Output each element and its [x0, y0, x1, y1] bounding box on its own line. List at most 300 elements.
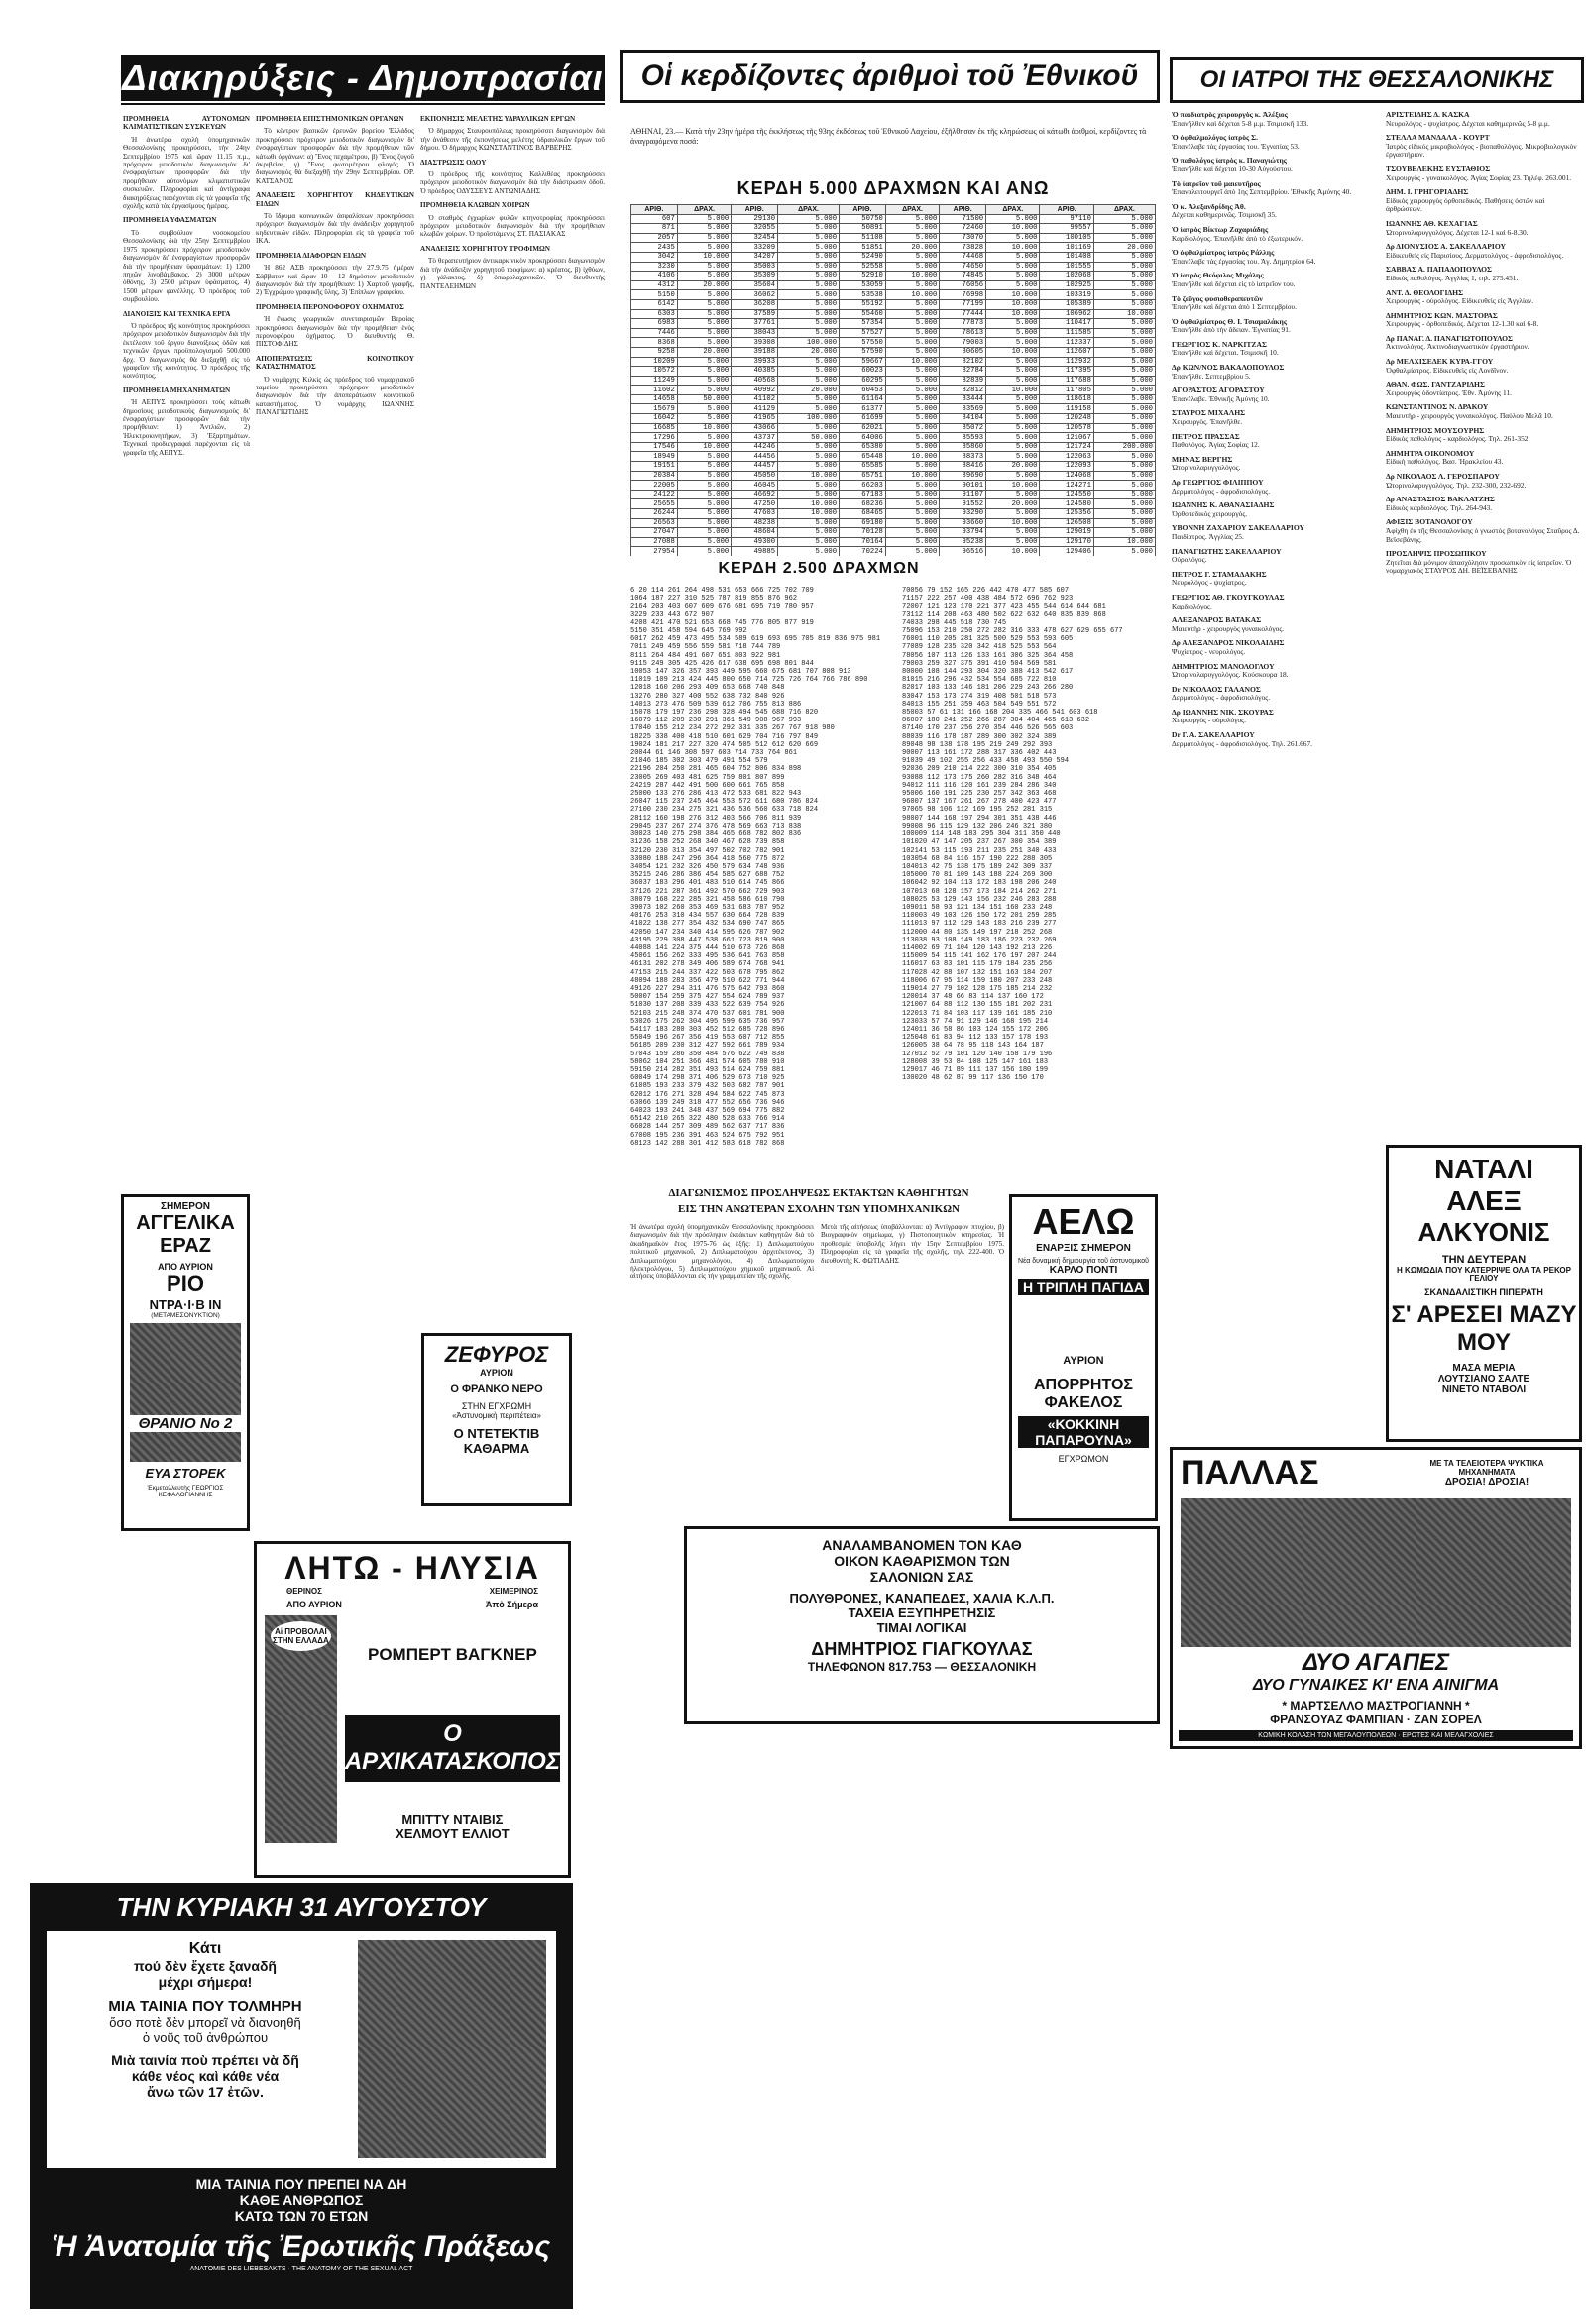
- ticket-number: 73070: [940, 233, 986, 243]
- doctor-details: Ὠτορινολαρυγγολόγος. Τηλ. 232-300, 232-692.: [1386, 480, 1527, 490]
- ticket-number: 17546: [631, 442, 678, 452]
- doctor-details: Εἰδικὴ παθολόγος. Βασ. Ἡρακλείου 43.: [1386, 457, 1504, 467]
- prize-amount: 5.000: [1093, 423, 1155, 433]
- ticket-number: 38043: [732, 328, 778, 338]
- ad-line: ΡΟΜΠΕΡΤ ΒΑΓΚΝΕΡ: [368, 1645, 537, 1664]
- notice-heading: ΠΡΟΜΗΘΕΙΑ ΔΙΑΦΟΡΩΝ ΕΙΔΩΝ: [256, 251, 367, 260]
- lottery-2500-line: 114002 69 71 104 120 143 192 213 226: [902, 943, 1053, 952]
- prize-amount: 5.000: [677, 490, 731, 499]
- lottery-2500-line: 90007 113 161 172 288 317 336 402 443: [902, 749, 1057, 758]
- lottery-row: [631, 394, 1156, 404]
- ticket-number: 117688: [1040, 376, 1093, 386]
- lottery-2500-line: 98007 144 168 197 294 301 351 438 446: [902, 814, 1057, 823]
- prize-amount: 5.000: [677, 299, 731, 309]
- prize-amount: 5.000: [677, 328, 731, 338]
- notice-heading: ΔΙΑΝΟΙΞΙΣ ΚΑΙ ΤΕΧΝΙΚΑ ΕΡΓΑ: [123, 309, 231, 318]
- doctor-name: ΔΗΜΗΤΡΙΟΣ ΜΟΥΣΟΥΡΗΣ: [1386, 425, 1485, 435]
- doctor-details: Εἰδικὸς παθολόγος. Ἀγγλίας 1, τηλ. 275.451.: [1386, 273, 1519, 282]
- doctor-name: ΑΓΟΡΑΣΤΟΣ ΑΓΟΡΑΣΤΟΥ: [1172, 386, 1265, 395]
- prize-amount: 5.000: [1093, 338, 1155, 348]
- lottery-2500-line: 58062 104 251 366 481 574 605 780 910: [630, 1057, 785, 1066]
- prize-amount: 5.000: [677, 481, 731, 491]
- ad-line: ΕΥΑ ΣΤΟΡΕΚ: [145, 1466, 226, 1481]
- lottery-row: [631, 490, 1156, 499]
- doctor-details: Ἐπανῆλθε καὶ δέχεται εἰς τὸ ἰατρεῖον του.: [1172, 278, 1296, 288]
- doctor-name: Τὸ ζεῦγος φυσιοθεραπευτῶν: [1172, 293, 1263, 303]
- ticket-number: 44457: [732, 462, 778, 472]
- prize-amount: 10.000: [1093, 537, 1155, 547]
- ticket-number: 35309: [732, 272, 778, 281]
- ticket-number: 101169: [1040, 243, 1093, 253]
- ticket-number: 91552: [940, 499, 986, 509]
- prize-amount: 5.000: [1093, 233, 1155, 243]
- prize-amount: 5.000: [677, 462, 731, 472]
- ticket-number: 77444: [940, 309, 986, 319]
- prize-amount: 5.000: [885, 233, 939, 243]
- prize-amount: 5.000: [1093, 252, 1155, 262]
- prize-amount: 5.000: [1093, 452, 1155, 462]
- doctor-listing: [1172, 594, 1380, 610]
- ticket-number: 19151: [631, 462, 678, 472]
- lottery-2500-line: 118006 67 95 114 159 180 207 233 248: [902, 976, 1053, 985]
- prize-amount: 5.000: [677, 537, 731, 547]
- prize-amount: 5.000: [885, 319, 939, 329]
- prize-amount: 5.000: [1093, 386, 1155, 395]
- ad-line: ΔΡΟΣΙΑ! ΔΡΟΣΙΑ!: [1444, 1477, 1529, 1488]
- ticket-number: 14658: [631, 394, 678, 404]
- ticket-number: 48238: [732, 518, 778, 528]
- lottery-row: [631, 471, 1156, 481]
- doctor-listing: [1172, 548, 1380, 565]
- doctor-listing: [1386, 166, 1582, 182]
- lottery-2500-line: 11019 109 213 424 445 800 650 714 725 726 764 766 786 890: [630, 676, 868, 685]
- doctor-name: Dr Γ. Α. ΣΑΚΕΛΛΑΡΙΟΥ: [1172, 730, 1255, 740]
- column-header: ΔΡΑΧ.: [986, 205, 1040, 215]
- ad-line: ΟΙΚΟΝ ΚΑΘΑΡΙΣΜΟΝ ΤΩΝ: [834, 1553, 1010, 1569]
- lottery-2500-line: 123033 57 74 91 129 146 168 195 214: [902, 1017, 1049, 1026]
- doctor-name: Ὁ ἰατρὸς Θεόφιλος Μιχάλης: [1172, 271, 1264, 280]
- lottery-2500-line: 119014 27 79 102 128 175 185 214 232: [902, 984, 1053, 993]
- lottery-2500-line: 61085 193 233 379 432 503 682 787 901: [630, 1082, 785, 1091]
- column-header: ΑΡΙΘ.: [631, 205, 678, 215]
- ticket-number: 64006: [840, 433, 886, 443]
- ticket-number: 120248: [1040, 414, 1093, 424]
- prize-amount: 5.000: [1093, 414, 1155, 424]
- prize-amount: 5.000: [986, 233, 1040, 243]
- lottery-2500-line: 21046 185 302 303 479 491 554 579: [630, 757, 768, 766]
- ticket-number: 112337: [1040, 338, 1093, 348]
- ticket-number: 18949: [631, 452, 678, 462]
- ticket-number: 69180: [840, 518, 886, 528]
- prize-amount: 5.000: [778, 394, 840, 404]
- prize-amount: 5.000: [677, 367, 731, 377]
- ticket-number: 77873: [940, 319, 986, 329]
- ticket-number: 77199: [940, 299, 986, 309]
- lottery-title-2500: ΚΕΡΔΗ 2.500 ΔΡΑΧΜΩΝ: [718, 560, 920, 577]
- ad-line: ΤΗΝ ΔΕΥΤΕΡΑΝ: [1441, 1254, 1527, 1266]
- ticket-number: 122093: [1040, 462, 1093, 472]
- prize-amount: 5.000: [986, 376, 1040, 386]
- ad-line: κάθε νέος καὶ κάθε νέα: [131, 2068, 280, 2084]
- ad-line: ΔΗΜΗΤΡΙΟΣ ΓΙΑΓΚΟΥΛΑΣ: [811, 1639, 1033, 1659]
- ticket-number: 8368: [631, 338, 678, 348]
- ticket-number: 100105: [1040, 233, 1093, 243]
- doctor-listing: [1172, 341, 1380, 358]
- ticket-number: 61164: [840, 394, 886, 404]
- lottery-row: [631, 452, 1156, 462]
- ticket-number: 48604: [732, 528, 778, 538]
- prize-amount: 10.000: [778, 509, 840, 519]
- doctor-name: ΓΕΩΡΓΙΟΣ ΑΘ. ΓΚΟΥΓΚΟΥΛΑΣ: [1172, 592, 1285, 602]
- prize-amount: 5.000: [1093, 280, 1155, 290]
- ticket-number: 17296: [631, 433, 678, 443]
- ticket-number: 53059: [840, 280, 886, 290]
- ad-line: ΚΑΤΩ ΤΩΝ 70 ΕΤΩΝ: [234, 2208, 369, 2224]
- lottery-2500-line: 15078 179 197 236 298 328 494 545 688 716 820: [630, 709, 819, 718]
- ad-badge: Αἱ ΠΡΟΒΟΛΑΙ ΣΤΗΝ ΕΛΛΑΔΑ: [271, 1621, 331, 1651]
- lottery-row: [631, 442, 1156, 452]
- prize-amount: 10.000: [885, 272, 939, 281]
- lottery-2500-line: 74033 298 445 518 730 745: [902, 618, 1007, 627]
- notice-body: Ὁ πρόεδρος τῆς κοινότητος Καλλιθέας προκηρύσσει πρόχειρον μειοδοτικὸν διαγωνισμὸν διὰ τὴν διάστρωσιν ὁδοῦ. Ὁ πρόεδρος ΟΔΥΣΣΕΥΣ ΑΝΤΩΝΙΑΔΗΣ: [420, 170, 605, 195]
- ad-line: ΜΠΙΤΤΥ ΝΤΑΙΒΙΣ: [401, 1812, 504, 1826]
- lottery-2500-line: 63066 139 249 318 477 552 656 736 946: [630, 1098, 785, 1107]
- ticket-number: 102068: [1040, 272, 1093, 281]
- ticket-number: 91107: [940, 490, 986, 499]
- prize-amount: 5.000: [1093, 376, 1155, 386]
- doctor-details: Δερματολόγος - ἀφροδισιολόγος. Τηλ. 261.667.: [1172, 738, 1313, 748]
- ticket-number: 93290: [940, 509, 986, 519]
- prize-amount: 5.000: [778, 481, 840, 491]
- lottery-2500-line: 97065 98 106 112 169 195 252 281 315: [902, 806, 1053, 815]
- doctor-listing: [1172, 295, 1380, 312]
- ticket-number: 26563: [631, 518, 678, 528]
- lottery-2500-line: 129017 46 71 89 111 137 156 180 199: [902, 1065, 1049, 1074]
- ticket-number: 73828: [940, 243, 986, 253]
- ad-line: Νέα δυναμική δημιουργία τοῦ ἀστυνομικοῦ: [1018, 1258, 1149, 1265]
- prize-amount: 5.000: [885, 442, 939, 452]
- lottery-2500-line: 80000 108 144 293 304 320 388 413 542 617: [902, 668, 1074, 677]
- ad-line: ΚΑΘΑΡΜΑ: [463, 1441, 530, 1456]
- ticket-number: 25655: [631, 499, 678, 509]
- prize-amount: 5.000: [885, 414, 939, 424]
- doctor-listing: [1386, 427, 1582, 444]
- notice-heading: ΑΝΑΔΕΙΞΙΣ ΧΟΡΗΓΗΤΟΥ ΚΗΔΕΥΤΙΚΩΝ ΕΙΔΩΝ: [256, 191, 414, 208]
- ticket-number: 97110: [1040, 214, 1093, 224]
- prize-amount: 10.000: [986, 290, 1040, 300]
- notice-body: Ἡ ΑΕΠΥΣ προκηρύσσει τοὺς κάτωθι δημοσίους μειοδοτικοὺς διαγωνισμοὺς δι' ἐνσφραγίστων προσφορῶν διὰ τὴν προμήθειαν: 1) Ἀντλιῶν, 2) Ἠλεκτροκινητήρων, 3) Ἐξαρτημάτων. Τεχνικαὶ προδιαγραφαὶ παρέχονται εἰς τὰ γραφεῖα τῆς ΑΕΠΥΣ.: [123, 398, 250, 457]
- prize-amount: 5.000: [885, 280, 939, 290]
- prize-amount: 20.000: [986, 499, 1040, 509]
- lottery-2500-line: 25000 133 276 286 413 472 533 681 822 943: [630, 790, 802, 799]
- prize-amount: 5.000: [986, 404, 1040, 414]
- prize-amount: 5.000: [1093, 367, 1155, 377]
- ticket-number: 51108: [840, 233, 886, 243]
- prize-amount: 5.000: [778, 280, 840, 290]
- doctor-name: Ὁ κ. Ἀλεξανδρίδης Ἀθ.: [1172, 201, 1246, 211]
- ticket-number: 32055: [732, 224, 778, 234]
- ticket-number: 124068: [1040, 471, 1093, 481]
- prize-amount: 5.000: [677, 233, 731, 243]
- ticket-number: 111585: [1040, 328, 1093, 338]
- lottery-2500-line: 32120 230 313 354 497 502 702 782 901: [630, 846, 785, 855]
- lottery-2500-line: 60049 174 298 371 406 529 673 710 925: [630, 1074, 785, 1083]
- ticket-number: 112607: [1040, 347, 1093, 357]
- lottery-2500-line: 112000 44 80 135 149 197 218 252 268: [902, 928, 1053, 937]
- lottery-2500-line: 73112 114 208 463 480 502 622 632 640 835 839 868: [902, 610, 1106, 619]
- lottery-2500-line: 44088 141 224 375 444 510 673 726 868: [630, 943, 785, 952]
- prize-amount: 5.000: [677, 309, 731, 319]
- ticket-number: 36062: [732, 290, 778, 300]
- ad-line: ΔΥΟ ΓΥΝΑΙΚΕΣ ΚΙ' ΕΝΑ ΑΙΝΙΓΜΑ: [1252, 1677, 1500, 1694]
- prize-amount: 5.000: [986, 338, 1040, 348]
- lottery-2500-line: 125048 61 83 94 112 133 157 178 193: [902, 1034, 1049, 1043]
- doctor-listing: [1172, 433, 1380, 450]
- prize-amount: 5.000: [778, 262, 840, 272]
- ticket-number: 78613: [940, 328, 986, 338]
- lottery-row: [631, 423, 1156, 433]
- lottery-2500-line: 46131 202 278 349 406 589 674 768 941: [630, 960, 785, 969]
- ticket-number: 40992: [732, 386, 778, 395]
- prize-amount: 10.000: [986, 386, 1040, 395]
- prize-amount: 5.000: [677, 499, 731, 509]
- ticket-number: 3230: [631, 262, 678, 272]
- lottery-row: [631, 499, 1156, 509]
- doctors-column-mid: [1172, 111, 1380, 1226]
- notice-body: Τὸ ἵδρυμα κοινωνικῶν ἀσφαλίσεων προκηρύσσει πρόχειρον διαγωνισμὸν διὰ τὴν ἀνάδειξιν χορηγητοῦ κηδευτικῶν εἰδῶν. Πληροφορίαι εἰς τὰ γραφεῖα τοῦ ΙΚΑ.: [256, 212, 414, 246]
- prize-amount: 10.000: [677, 252, 731, 262]
- lottery-2500-line: 62012 176 271 328 494 584 622 745 873: [630, 1090, 785, 1099]
- prize-amount: 5.000: [986, 433, 1040, 443]
- lottery-2500-line: 109011 58 93 121 134 151 160 233 248: [902, 903, 1053, 912]
- ticket-number: 103319: [1040, 290, 1093, 300]
- doctor-details: Ἐπανῆλθεν καὶ δέχεται 5-8 μ.μ. Τσιμισκῆ 133.: [1172, 118, 1309, 128]
- ticket-number: 49300: [732, 537, 778, 547]
- notice-heading: ΕΚΠΟΝΗΣΙΣ ΜΕΛΕΤΗΣ ΥΔΡΑΥΛΙΚΩΝ ΕΡΓΩΝ: [420, 115, 576, 123]
- doctor-details: Καρδιολόγος. Ἐπανῆλθε ἀπὸ τὸ ἐξωτερικόν.: [1172, 233, 1303, 243]
- lottery-row: [631, 547, 1156, 556]
- doctor-listing: [1386, 220, 1582, 237]
- lottery-2500-line: 113038 93 108 149 183 186 223 232 269: [902, 936, 1057, 944]
- column-header: ΔΡΑΧ.: [677, 205, 731, 215]
- prize-amount: 10.000: [778, 499, 840, 509]
- prize-amount: 10.000: [986, 224, 1040, 234]
- prize-amount: 10.000: [986, 347, 1040, 357]
- prize-amount: 5.000: [986, 509, 1040, 519]
- doctor-details: Χειρουργὸς - οὐρολόγος. Εἰδικευθεὶς εἰς Ἀγγλίαν.: [1386, 296, 1534, 306]
- lottery-row: [631, 272, 1156, 281]
- prize-amount: 5.000: [677, 547, 731, 556]
- auctions-column-2: [256, 109, 414, 1179]
- cinema-ad-zefyros: [421, 1333, 572, 1506]
- doctor-details: Ζητεῖται διὰ μόνιμον ἀπασχόλησιν προσωπικὸν εἰς ἰατρεῖον. Ὁ νομαρχιακὸς ΣΤΑΥΡΟΣ ΔΗ. ΒΕΪΣΕΒΑΝΗΣ: [1386, 557, 1572, 576]
- lottery-2500-line: 77089 128 235 320 342 418 525 553 564: [902, 643, 1057, 652]
- lottery-2500-line: 64023 193 241 348 437 569 694 775 882: [630, 1107, 785, 1115]
- doctor-name: Δρ ΑΝΑΣΤΑΣΙΟΣ ΒΑΚΛΑΤΖΗΣ: [1386, 495, 1495, 504]
- lottery-title-5000: ΚΕΡΔΗ 5.000 ΔΡΑΧΜΩΝ ΚΑΙ ΑΝΩ: [736, 178, 1050, 198]
- lottery-2500-line: 110003 49 103 126 150 172 201 259 285: [902, 912, 1057, 921]
- ad-line: * ΜΑΡΤΣΕΛΛΟ ΜΑΣΤΡΟΓΙΑΝΝΗ *: [1282, 1699, 1470, 1713]
- ticket-number: 41129: [732, 404, 778, 414]
- doctor-details: Ἐπανῆλθε ἀπὸ τὴν ἄδειαν. Ἐγνατίας 91.: [1172, 325, 1291, 335]
- ticket-number: 24122: [631, 490, 678, 499]
- ticket-number: 60295: [840, 376, 886, 386]
- lottery-header: Οἱ κερδίζοντες ἀριθμοὶ τοῦ Ἐθνικοῦ: [620, 50, 1160, 103]
- ticket-number: 47250: [732, 499, 778, 509]
- ticket-number: 60023: [840, 367, 886, 377]
- prize-amount: 5.000: [677, 404, 731, 414]
- prize-amount: 5.000: [677, 528, 731, 538]
- ticket-number: 85593: [940, 433, 986, 443]
- notice-heading: ΑΝΑΔΕΙΞΙΣ ΧΟΡΗΓΗΤΟΥ ΤΡΟΦΙΜΩΝ: [420, 244, 550, 253]
- auctions-column-1: [123, 109, 250, 922]
- prize-amount: 10.000: [986, 518, 1040, 528]
- ad-line: ΝΤΡΑ·Ι·Β ΙΝ: [149, 1297, 222, 1312]
- ad-line: ἄνω τῶν 17 ἐτῶν.: [147, 2084, 264, 2100]
- ticket-number: 82839: [940, 376, 986, 386]
- lottery-2500-line: 22196 204 250 281 465 604 752 806 834 898: [630, 765, 802, 774]
- prize-amount: 5.000: [677, 338, 731, 348]
- lottery-table-grid: [630, 204, 1156, 556]
- notice-body: Ἡ 862 ΑΣΒ προκηρύσσει τὴν 27.9.75 ἡμέραν Σάββατον καὶ ὥραν 10 - 12 δημόσιον μειοδοτικὸν διαγωνισμὸν διὰ τὴν προμήθειαν: 1) Χαρτοῦ γραφῆς, 2) Ἐγχρώμου γραφικῆς ὕλης, 3) Ἐπίπλων γραφείου.: [256, 264, 414, 297]
- poster-image: [1181, 1498, 1571, 1647]
- lottery-2500-line: 108025 53 129 143 156 232 246 283 288: [902, 895, 1057, 904]
- ticket-number: 95238: [940, 537, 986, 547]
- doctor-listing: [1172, 134, 1380, 151]
- ticket-number: 40568: [732, 376, 778, 386]
- doctor-listing: [1172, 616, 1380, 633]
- cinema-ad-aelo: [1009, 1194, 1158, 1521]
- lottery-2500-line: 126005 38 64 78 95 118 143 164 187: [902, 1042, 1044, 1051]
- prize-amount: 5.000: [986, 280, 1040, 290]
- lottery-2500-line: 50007 154 259 375 427 554 624 789 937: [630, 993, 785, 1002]
- lottery-2500-line: 34054 121 232 326 450 579 634 748 936: [630, 862, 785, 871]
- prize-amount: 5.000: [778, 252, 840, 262]
- lottery-2500-line: 47153 215 244 337 422 503 678 795 862: [630, 968, 785, 977]
- ticket-number: 32454: [732, 233, 778, 243]
- doctor-listing: [1172, 731, 1380, 748]
- doctor-name: ΠΡΟΣΛΗΨΙΣ ΠΡΟΣΩΠΙΚΟΥ: [1386, 549, 1487, 559]
- ticket-number: 124271: [1040, 481, 1093, 491]
- doctor-name: ΣΑΒΒΑΣ Α. ΠΑΠΑΔΟΠΟΥΛΟΣ: [1386, 265, 1493, 275]
- ticket-number: 124580: [1040, 499, 1093, 509]
- lottery-2500-line: 85003 57 61 131 166 168 204 335 466 541 603 618: [902, 709, 1098, 718]
- ad-line: Σ' ΑΡΕΣΕΙ ΜΑΖΥ ΜΟΥ: [1391, 1301, 1577, 1356]
- cinema-ad-sunday: [30, 1883, 573, 2309]
- poster-image: [265, 1615, 337, 1843]
- ticket-number: 16042: [631, 414, 678, 424]
- ticket-number: 46692: [732, 490, 778, 499]
- ticket-number: 20384: [631, 471, 678, 481]
- prize-amount: 5.000: [986, 452, 1040, 462]
- doctor-name: ΑΝΤ. Δ. ΘΕΟΛΟΓΙΔΗΣ: [1386, 287, 1464, 297]
- doctor-details: Χειρουργὸς - ὀρθοπεδικός. Δέχεται 12-1.30 καὶ 6-8.: [1386, 319, 1539, 329]
- doctor-listing: [1172, 409, 1380, 426]
- notice-body: Τὸ θεραπευτήριον ἀντικαρκινικὸν προκηρύσσει διαγωνισμὸν διὰ τὴν ἀνάδειξιν χορηγητοῦ τροφίμων: α) κρέατος, β) ἰχθύων, γ) γάλακτος, δ) ὀπωρολαχανικῶν. Ὁ διευθυντὴς ΠΑΝΤΕΛΕΗΜΩΝ: [420, 257, 605, 290]
- ticket-number: 96516: [940, 547, 986, 556]
- ticket-number: 16685: [631, 423, 678, 433]
- lottery-2500-line: 105000 70 81 109 143 188 224 269 300: [902, 871, 1053, 880]
- prize-amount: 5.000: [1093, 481, 1155, 491]
- prize-amount: 5.000: [885, 347, 939, 357]
- lottery-2500-line: 67008 195 236 391 463 524 675 792 951: [630, 1131, 785, 1140]
- ticket-number: 4106: [631, 272, 678, 281]
- lottery-2500-line: 71157 222 257 400 438 484 572 696 762 923: [902, 595, 1074, 604]
- ticket-number: 88373: [940, 452, 986, 462]
- prize-amount: 5.000: [778, 547, 840, 556]
- lottery-row: [631, 404, 1156, 414]
- doctor-name: ΑΛΕΞΑΝΔΡΟΣ ΒΑΤΑΚΑΣ: [1172, 615, 1262, 625]
- ad-line: ΑΥΡΙΟΝ: [1063, 1355, 1104, 1367]
- doctor-name: Δρ ΜΕΛΧΙΣΕΔΕΚ ΚΥΡΑ-ΓΓΟΥ: [1386, 357, 1494, 367]
- doctor-name: ΠΕΤΡΟΣ ΠΡΑΣΣΑΣ: [1172, 431, 1240, 441]
- doctor-name: Ὁ ὀφθαλμίατρος ἰατρὸς Ράλλης: [1172, 248, 1275, 258]
- doctor-name: Τὸ ἰατρεῖον τοῦ μαιευτῆρος: [1172, 178, 1261, 188]
- doctor-name: Δρ ΠΑΝΑΓ. Δ. ΠΑΝΑΓΙΩΤΟΠΟΥΛΟΣ: [1386, 333, 1513, 343]
- lottery-2500-line: 38079 168 222 285 321 458 586 610 790: [630, 895, 785, 904]
- ad-line: (ΜΕΤΑΜΕΣΟΝΥΚΤΙΟΝ): [151, 1312, 220, 1319]
- lottery-2500-line: 2164 203 403 607 609 676 681 695 719 780 957: [630, 603, 814, 611]
- ad-line: Ο ΝΤΕΤΕΚΤΙΒ: [453, 1426, 540, 1441]
- prize-amount: 5.000: [1093, 347, 1155, 357]
- ticket-number: 2435: [631, 243, 678, 253]
- doctor-details: Ἐπανέλαβε τὰς ἐργασίας του. Ἐγνατίας 53.: [1172, 141, 1300, 151]
- prize-amount: 5.000: [778, 243, 840, 253]
- prize-amount: 5.000: [677, 509, 731, 519]
- doctor-listing: [1172, 272, 1380, 288]
- ticket-number: 3042: [631, 252, 678, 262]
- lottery-row: [631, 243, 1156, 253]
- ticket-number: 129406: [1040, 547, 1093, 556]
- ticket-number: 11249: [631, 376, 678, 386]
- ad-line: «ΚΟΚΚΙΝΗ ΠΑΠΑΡΟΥΝΑ»: [1018, 1416, 1149, 1448]
- doctor-listing: [1386, 381, 1582, 397]
- lottery-2500-line: 31236 158 252 268 340 467 628 739 858: [630, 838, 785, 847]
- ticket-number: 607: [631, 214, 678, 224]
- ticket-number: 121067: [1040, 433, 1093, 443]
- doctor-details: Χειρουργὸς - οὐρολόγος.: [1172, 716, 1246, 725]
- ticket-number: 124550: [1040, 490, 1093, 499]
- ticket-number: 121724: [1040, 442, 1093, 452]
- notice-heading: ΠΡΟΜΗΘΕΙΑ ΠΕΡΟΝΟΦΟΡΟΥ ΟΧΗΜΑΤΟΣ: [256, 302, 404, 311]
- notice-body: Ὁ σταθμὸς ἐγχωρίων φυλῶν κτηνοτροφίας προκηρύσσει πρόχειρον μειοδοτικὸν διαγωνισμὸν διὰ τὴν προμήθειαν κλωβῶν χοίρων. Ὁ προϊστάμενος ΣΤ. ΠΑΣΙΑΚΑΣ: [420, 213, 605, 239]
- prize-amount: 10.000: [885, 357, 939, 367]
- lottery-2500-line: 48094 188 283 356 479 510 622 771 944: [630, 976, 785, 985]
- prize-amount: 5.000: [885, 299, 939, 309]
- lottery-2500-line: 124011 36 58 86 103 124 155 172 206: [902, 1025, 1049, 1034]
- ticket-number: 93660: [940, 518, 986, 528]
- doctor-details: Ἀκτινολόγος. Ἀκτινοδιαγνωστικὸν ἐργαστήριον.: [1386, 342, 1529, 352]
- lottery-2500-line: 5150 351 458 594 645 769 992: [630, 627, 747, 636]
- doctor-details: Ἐπανῆλθε. Σεπτεμβρίου 5.: [1172, 371, 1251, 381]
- ad-line: Ἐκμεταλλευτὴς ΓΕΩΡΓΙΟΣ ΚΕΦΑΛΟΓΙΑΝΝΗΣ: [147, 1485, 224, 1498]
- ticket-number: 74468: [940, 252, 986, 262]
- ticket-number: 41965: [732, 414, 778, 424]
- doctor-details: Χειρουργὸς. Ἐπανῆλθε.: [1172, 417, 1243, 427]
- lottery-row: [631, 347, 1156, 357]
- lottery-row: [631, 414, 1156, 424]
- notice-body: Ὁ πρόεδρος τῆς κοινότητος προκηρύσσει πρόχειρον μειοδοτικὸν διαγωνισμὸν διὰ τὴν ἐκτέλεσιν τοῦ ἔργου διανοίξεως ὁδῶν καὶ τεχνικῶν ἔργων προϋπολογισμοῦ 500.000 δρχ. Ὁ διαγωνισμὸς θὰ διεξαχθῇ εἰς τὸ γραφεῖον τῆς κοινότητος. Ὁ πρόεδρος τῆς κοινότητος.: [123, 321, 250, 381]
- ticket-number: 74845: [940, 272, 986, 281]
- ticket-number: 79003: [940, 338, 986, 348]
- ticket-number: 11602: [631, 386, 678, 395]
- lottery-2500-line: 9115 249 305 425 426 617 638 695 698 801 844: [630, 659, 814, 668]
- ticket-number: 99557: [1040, 224, 1093, 234]
- doctor-details: Νευρολόγος - ψυχίατρος.: [1172, 578, 1247, 588]
- doctor-listing: [1172, 639, 1380, 656]
- prize-amount: 20.000: [778, 386, 840, 395]
- prize-amount: 10.000: [1093, 309, 1155, 319]
